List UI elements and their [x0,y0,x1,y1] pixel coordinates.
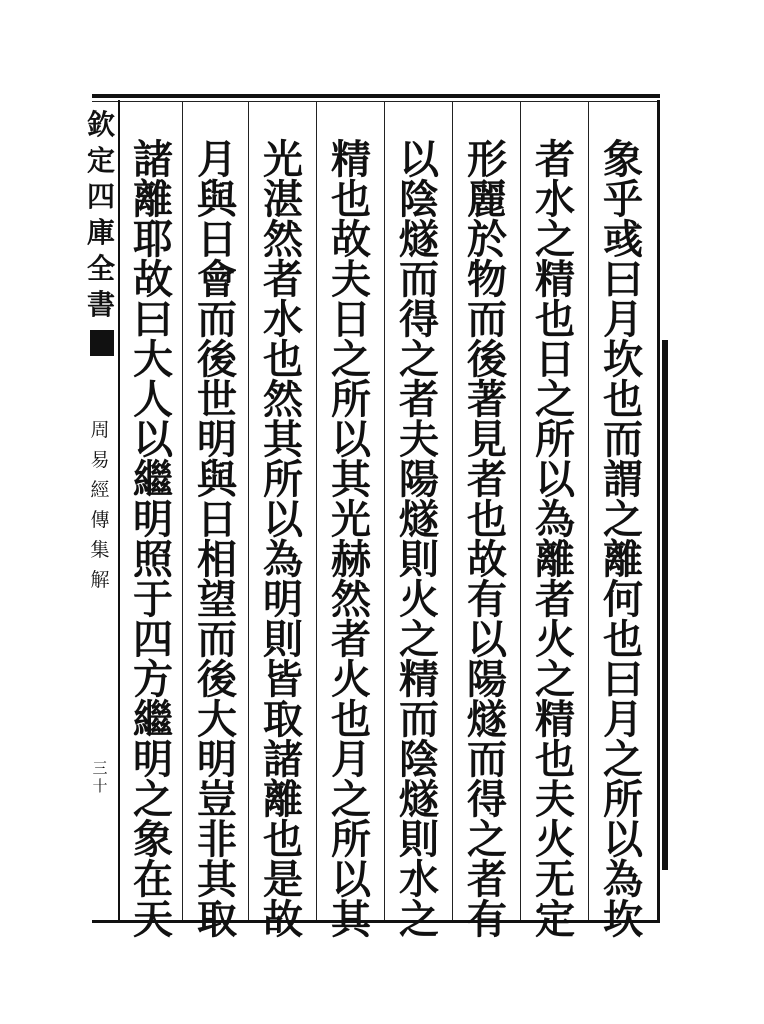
column-divider [520,102,521,920]
text-character: 也 [535,296,575,343]
text-character: 在 [133,856,173,903]
margin-subtitle [88,420,112,590]
text-character: 然 [263,216,303,263]
text-character: 燧 [399,496,439,543]
text-character: 明 [197,736,237,783]
column-divider [248,102,249,920]
text-character: 曰 [603,256,643,303]
text-character: 所 [603,776,643,823]
text-character: 以 [535,456,575,503]
text-character: 著 [467,376,507,423]
text-character: 赫 [331,536,371,583]
text-character: 則 [399,536,439,583]
text-column [388,136,450,943]
text-character: 无 [535,856,575,903]
text-character: 會 [197,256,237,303]
text-character: 故 [467,536,507,583]
text-character: 繼 [133,456,173,503]
text-character: 人 [133,376,173,423]
text-character: 耶 [133,216,173,263]
text-character: 燧 [399,776,439,823]
margin-title-char: 庫 [86,216,115,249]
text-character: 者 [467,456,507,503]
text-character: 於 [467,216,507,263]
text-character: 為 [603,856,643,903]
text-character: 後 [197,336,237,383]
text-character: 然 [263,376,303,423]
text-character: 之 [399,616,439,663]
text-character: 四 [133,616,173,663]
text-character: 是 [263,856,303,903]
text-character: 日 [197,216,237,263]
text-character: 水 [535,176,575,223]
text-character: 形 [467,136,507,183]
text-character: 之 [603,736,643,783]
frame-right-border [657,100,660,920]
text-column [592,136,654,943]
text-character: 乎 [603,176,643,223]
text-character: 也 [331,696,371,743]
text-character: 豈 [197,776,237,823]
text-character: 諸 [133,136,173,183]
margin-subtitle-char: 集 [90,539,110,561]
text-character: 月 [603,696,643,743]
text-character: 後 [197,656,237,703]
margin-title-char: 欽 [86,108,115,141]
margin-title-char: 四 [86,180,115,213]
page-number-char: 十 [92,777,108,795]
text-character: 然 [331,576,371,623]
text-character: 月 [603,296,643,343]
text-character: 離 [535,536,575,583]
text-character: 月 [331,736,371,783]
text-character: 夫 [535,776,575,823]
text-character: 得 [467,776,507,823]
text-character: 火 [399,576,439,623]
text-character: 謂 [603,456,643,503]
text-character: 也 [467,496,507,543]
text-character: 水 [399,856,439,903]
text-character: 精 [535,256,575,303]
text-character: 離 [603,536,643,583]
column-divider [384,102,385,920]
frame-top-border [92,94,660,98]
text-character: 非 [197,816,237,863]
text-character: 日 [331,296,371,343]
text-character: 而 [603,416,643,463]
text-character: 也 [535,736,575,783]
margin-subtitle-char: 解 [90,569,110,591]
text-character: 其 [331,896,371,943]
margin-book-title [86,110,116,320]
text-character: 明 [133,496,173,543]
text-column [524,136,586,943]
text-character: 陽 [467,656,507,703]
text-character: 其 [197,856,237,903]
text-character: 有 [467,896,507,943]
text-character: 日 [535,336,575,383]
text-character: 陽 [399,456,439,503]
text-character: 之 [399,896,439,943]
text-character: 後 [467,336,507,383]
text-character: 與 [197,176,237,223]
text-character: 所 [331,376,371,423]
text-character: 也 [263,336,303,383]
text-character: 大 [197,696,237,743]
text-character: 之 [535,376,575,423]
text-character: 以 [467,616,507,663]
text-character: 得 [399,296,439,343]
text-column [320,136,382,943]
text-character: 之 [603,496,643,543]
text-character: 照 [133,536,173,583]
text-character: 火 [331,656,371,703]
text-character: 者 [535,136,575,183]
column-divider [316,102,317,920]
text-character: 何 [603,576,643,623]
text-character: 者 [535,576,575,623]
text-character: 以 [399,136,439,183]
text-character: 繼 [133,696,173,743]
text-character: 望 [197,576,237,623]
text-character: 離 [133,176,173,223]
text-character: 之 [535,656,575,703]
text-character: 象 [603,136,643,183]
text-column [186,136,248,943]
fishtail-mark [90,330,114,356]
text-character: 見 [467,416,507,463]
text-character: 月 [197,136,237,183]
text-character: 火 [535,616,575,663]
frame-top-inner-border [92,101,660,102]
text-character: 于 [133,576,173,623]
text-character: 曰 [133,296,173,343]
text-character: 則 [263,616,303,663]
margin-subtitle-char: 周 [90,419,110,441]
text-character: 也 [331,176,371,223]
text-character: 故 [133,256,173,303]
text-column [252,136,314,943]
text-character: 也 [603,616,643,663]
text-character: 故 [331,216,371,263]
margin-title-char: 定 [86,144,115,177]
text-character: 與 [197,456,237,503]
text-character: 光 [331,496,371,543]
text-character: 大 [133,336,173,383]
text-character: 坎 [603,336,643,383]
text-character: 者 [399,376,439,423]
text-character: 以 [603,816,643,863]
text-character: 夫 [399,416,439,463]
text-character: 以 [331,416,371,463]
text-character: 以 [263,496,303,543]
text-character: 夫 [331,256,371,303]
column-divider [588,102,589,920]
text-character: 日 [197,496,237,543]
text-character: 以 [133,416,173,463]
text-character: 而 [467,736,507,783]
text-character: 陰 [399,176,439,223]
text-character: 諸 [263,736,303,783]
text-character: 者 [263,256,303,303]
text-column [456,136,518,943]
text-character: 而 [467,296,507,343]
frame-left-border [118,100,120,920]
text-character: 皆 [263,656,303,703]
text-character: 物 [467,256,507,303]
margin-page-number [88,760,112,794]
margin-title-char: 書 [86,288,115,321]
margin-subtitle-char: 傳 [90,509,110,531]
text-character: 故 [263,896,303,943]
text-character: 也 [263,816,303,863]
text-character: 取 [197,896,237,943]
text-character: 精 [399,656,439,703]
text-character: 所 [535,416,575,463]
text-character: 而 [399,256,439,303]
margin-subtitle-char: 經 [90,479,110,501]
text-character: 精 [535,696,575,743]
text-character: 坎 [603,896,643,943]
text-character: 天 [133,896,173,943]
text-character: 之 [399,336,439,383]
text-character: 為 [263,536,303,583]
text-character: 世 [197,376,237,423]
text-character: 而 [197,296,237,343]
margin-title-char: 全 [86,252,115,285]
text-character: 明 [133,736,173,783]
text-character: 象 [133,816,173,863]
text-character: 光 [263,136,303,183]
text-character: 明 [263,576,303,623]
text-character: 其 [331,456,371,503]
text-character: 則 [399,816,439,863]
text-character: 也 [603,376,643,423]
text-character: 者 [331,616,371,663]
text-character: 彧 [603,216,643,263]
column-divider [452,102,453,920]
text-character: 定 [535,896,575,943]
text-character: 方 [133,656,173,703]
text-character: 之 [331,336,371,383]
text-character: 之 [535,216,575,263]
text-character: 曰 [603,656,643,703]
text-character: 以 [331,856,371,903]
text-character: 而 [399,696,439,743]
text-character: 之 [133,776,173,823]
text-character: 燧 [399,216,439,263]
text-character: 湛 [263,176,303,223]
right-edge-bar [662,340,668,870]
text-character: 水 [263,296,303,343]
page-number-char: 三 [92,759,108,777]
text-character: 離 [263,776,303,823]
text-character: 相 [197,536,237,583]
text-character: 有 [467,576,507,623]
margin-subtitle-char: 易 [90,449,110,471]
text-character: 明 [197,416,237,463]
text-character: 而 [197,616,237,663]
text-character: 麗 [467,176,507,223]
text-character: 之 [331,776,371,823]
text-character: 火 [535,816,575,863]
text-character: 之 [467,816,507,863]
text-character: 燧 [467,696,507,743]
text-column [122,136,184,943]
text-character: 所 [263,456,303,503]
text-character: 所 [331,816,371,863]
text-character: 精 [331,136,371,183]
text-character: 者 [467,856,507,903]
text-character: 為 [535,496,575,543]
text-character: 陰 [399,736,439,783]
text-character: 其 [263,416,303,463]
text-character: 取 [263,696,303,743]
